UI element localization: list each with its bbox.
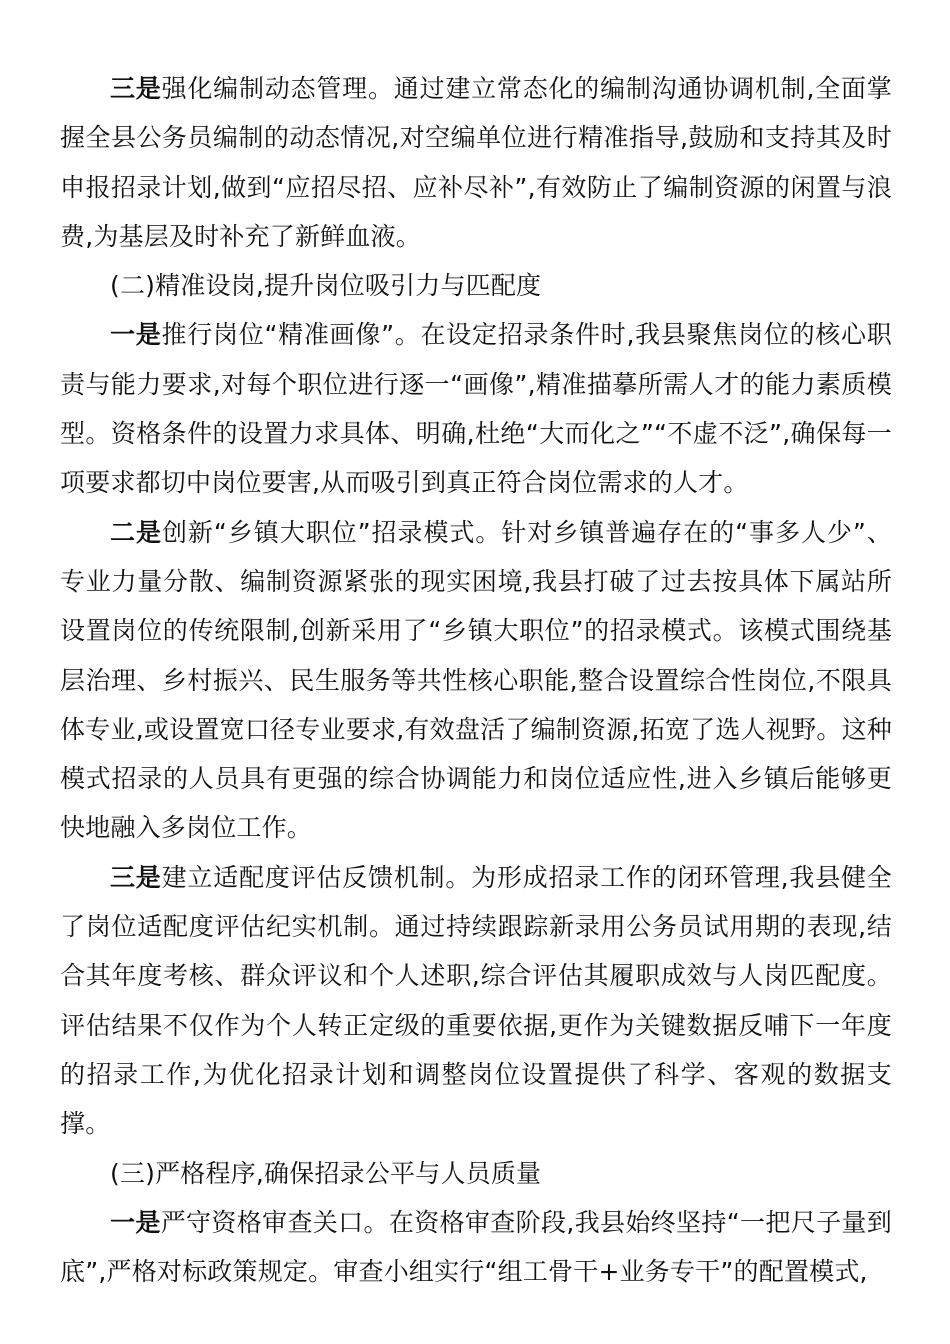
paragraph-4-lead: 三是 <box>110 862 162 892</box>
paragraph-5 <box>60 1198 892 1297</box>
paragraph-2-lead: 一是 <box>110 320 162 350</box>
paragraph-3 <box>60 508 892 853</box>
paragraph-5-lead: 一是 <box>110 1207 161 1237</box>
section-heading-3: (三)严格程序,确保招录公平与人员质量 <box>110 1158 542 1188</box>
paragraph-2-text: 推行岗位“精准画像”。在设定招录条件时,我县聚焦岗位的核心职责与能力要求,对每个职位进行逐一“画像”,精准描摹所需人才的能力素质模型。资格条件的设置力求具体、明确,杜绝“大而化之”“不虚不泛”,确保每一项要求都切中岗位要害,从而吸引到真正符合岗位需求的人才。 <box>60 320 892 498</box>
paragraph-1 <box>60 64 892 261</box>
paragraph-3-lead: 二是 <box>110 517 162 547</box>
paragraph-1-text: 强化编制动态管理。通过建立常态化的编制沟通协调机制,全面掌握全县公务员编制的动态情况,对空编单位进行精准指导,鼓励和支持其及时申报招录计划,做到“应招尽招、应补尽补”,有效防止了编制资源的闲置与浪费,为基层及时补充了新鲜血液。 <box>60 74 892 251</box>
section-heading-2: (二)精准设岗,提升岗位吸引力与匹配度 <box>110 271 542 301</box>
paragraph-4 <box>60 853 892 1149</box>
paragraph-1-lead: 三是 <box>110 74 162 103</box>
paragraph-2 <box>60 310 892 507</box>
paragraph-3-text: 创新“乡镇大职位”招录模式。针对乡镇普遍存在的“事多人少”、专业力量分散、编制资源紧张的现实困境,我县打破了过去按具体下属站所设置岗位的传统限制,创新采用了“乡镇大职位”的招录模式。该模式围绕基层治理、乡村振兴、民生服务等共性核心职能,整合设置综合性岗位,不限具体专业,或设置宽口径专业要求,有效盘活了编制资源,拓宽了选人视野。这种模式招录的人员具有更强的综合协调能力和岗位适应性,进入乡镇后能够更快地融入多岗位工作。 <box>60 517 892 843</box>
paragraph-4-text: 建立适配度评估反馈机制。为形成招录工作的闭环管理,我县健全了岗位适配度评估纪实机制。通过持续跟踪新录用公务员试用期的表现,结合其年度考核、群众评议和个人述职,综合评估其履职成效与人岗匹配度。评估结果不仅作为个人转正定级的重要依据,更作为关键数据反哺下一年度的招录工作,为优化招录计划和调整岗位设置提供了科学、客观的数据支撑。 <box>60 862 892 1139</box>
paragraph-5-text: 严守资格审查关口。在资格审查阶段,我县始终坚持“一把尺子量到底”,严格对标政策规定。审查小组实行“组工骨干+业务专干”的配置模式, <box>60 1207 892 1287</box>
